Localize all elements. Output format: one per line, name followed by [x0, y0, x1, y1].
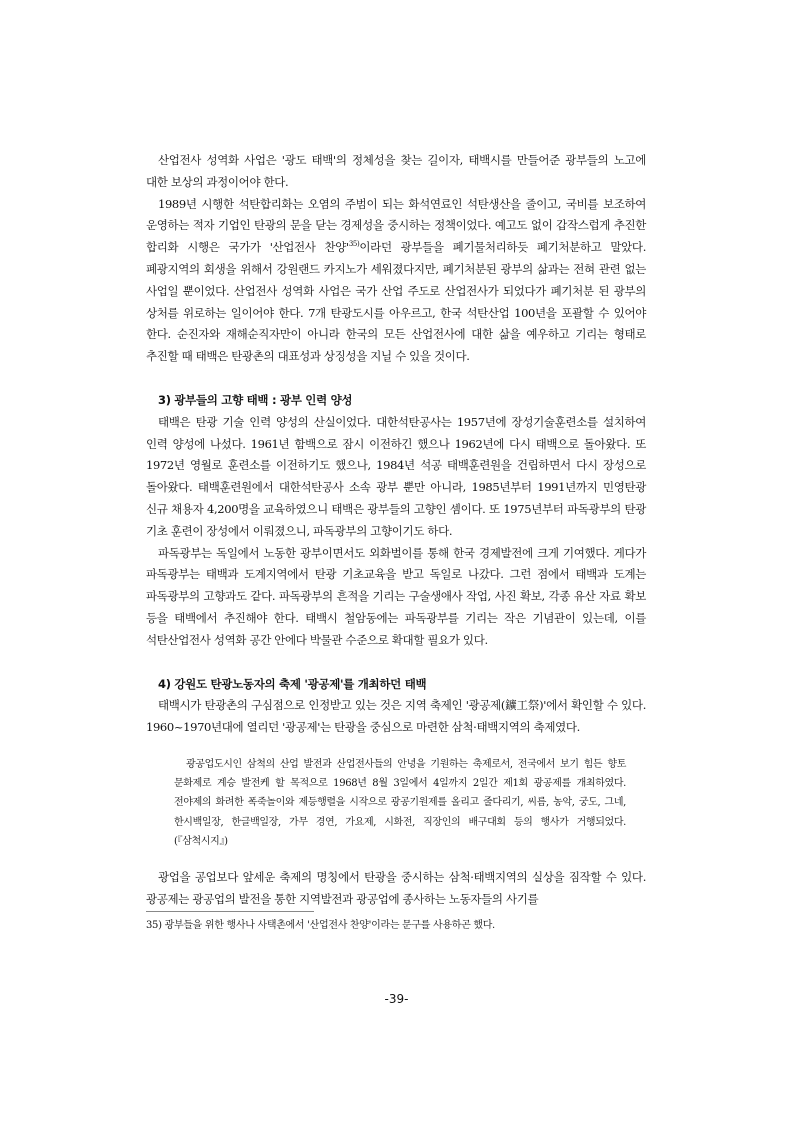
paragraph-3: 태백은 탄광 기술 인력 양성의 산실이었다. 대한석탄공사는 1957년에 장성기술훈련소를 설치하여 인력 양성에 나섰다. 1961년 함백으로 잠시 이전하긴 했으나 1962년에 다시 태백으로 돌아왔다. 또 1972년 영월로 훈련소를 이전하기도 했으나, 1984년 석공 태백훈련원을 건립하면서 다시 장성으로 돌아왔다. 태백훈련원에서 대한석탄공사 소속 광부 뿐만 아니라, 1985년부터 1991년까지 민영탄광 신규 채용자 4,200명을 교육하였으니 태백은 광부들의 고향인 셈이다. 또 1975년부터 파독광부의 탄광 기초 훈련이 장성에서 이뤄졌으니, 파독광부의 고향이기도 하다. — [146, 414, 646, 538]
footnote-reference: 35) — [348, 240, 360, 249]
paragraph-4: 파독광부는 독일에서 노동한 광부이면서도 외화벌이를 통해 한국 경제발전에 크게 기여했다. 게다가 파독광부는 태백과 도계지역에서 탄광 기초교육을 받고 독일로 나갔다. 그런 점에서 태백과 도계는 파독광부의 고향과도 같다. 파독광부의 흔적을 기리는 구술생애사 작업, 사진 확보, 각종 유산 자료 확보 등을 태백에서 추진해야 한다. 태백시 철암동에는 파독광부를 기리는 작은 기념관이 있는데, 이를 석탄산업전사 성역화 공간 안에다 박물관 수준으로 확대할 필요가 있다. — [146, 545, 646, 647]
paragraph-2 — [146, 194, 646, 368]
paragraph-6: 광업을 공업보다 앞세운 축제의 명칭에서 탄광을 중시하는 삼척·태백지역의 실상을 짐작할 수 있다. 광공제는 광공업의 발전을 통한 지역발전과 광공업에 종사하는 노동자들의 사기를 — [146, 869, 646, 906]
footnote: 35) 광부들을 위한 행사나 사택촌에서 '산업전사 찬양'이라는 문구를 사용하곤 했다. — [146, 920, 495, 931]
section-heading-3: 3) 광부들의 고향 태백 : 광부 인력 양성 — [158, 392, 353, 407]
footnote-divider — [146, 911, 314, 912]
paragraph-1: 산업전사 성역화 사업은 '광도 태백'의 정체성을 찾는 길이자, 태백시를 만들어준 광부들의 노고에 대한 보상의 과정이어야 한다. — [146, 153, 646, 189]
section-heading-4: 4) 강원도 탄광노동자의 축제 '광공제'를 개최하던 태백 — [158, 676, 427, 691]
page-number: -39- — [384, 992, 409, 1006]
paragraph-2-part-2: 이라던 광부들을 폐기물처리하듯 폐기처분하고 말았다. 폐광지역의 회생을 위해서 강원랜드 카지노가 세워졌다지만, 폐기처분된 광부의 삶과는 전혀 관련 없는 사업일 뿐이었다. 산업전사 성역화 사업은 국가 산업 주도로 산업전사가 되었다가 폐기처분 된 광부의 상처를 위로하는 일이어야 한다. 7개 탄광도시를 아우르고, 한국 석탄산업 100년을 포괄할 수 있어야 한다. 순진자와 재해순직자만이 아니라 한국의 모든 산업전사에 대한 삶을 예우하고 기리는 형태로 추진할 때 태백은 탄광촌의 대표성과 상징성을 지닐 수 있을 것이다. — [146, 240, 646, 364]
paragraph-5: 태백시가 탄광촌의 구심점으로 인정받고 있는 것은 지역 축제인 '광공제(鑛工祭)'에서 확인할 수 있다. 1960~1970년대에 열리던 '광공제'는 탄광을 중심으로 마련한 삼척·태백지역의 축제였다. — [146, 698, 646, 735]
paragraph-2-part-1: 1989년 시행한 석탄합리화는 오염의 주범이 되는 화석연료인 석탄생산을 줄이고, 국비를 보조하여 운영하는 적자 기업인 탄광의 문을 닫는 경제성을 중시하는 정책이었다. 예고도 없이 갑작스럽게 추진한 합리화 시행은 국가가 '산업전사 찬양' — [146, 196, 646, 255]
block-quote: 광공업도시인 삼척의 산업 발전과 산업전사들의 안녕을 기원하는 축제로서, 전국에서 보기 힘든 향토 문화제로 계승 발전케 할 목적으로 1968년 8월 3일에서 4일까지 2일간 제1회 광공제를 개최하였다. 전야제의 화려한 폭죽놀이와 제등행렬을 시작으로 광공기원제를 올리고 줄다리기, 씨름, 농악, 궁도, 그네, 한시백일장, 한글백일장, 가무 경연, 가요제, 시화전, 직장인의 배구대회 등의 행사가 거행되었다.(『삼척시지』) — [174, 758, 626, 847]
page-body — [146, 150, 646, 911]
